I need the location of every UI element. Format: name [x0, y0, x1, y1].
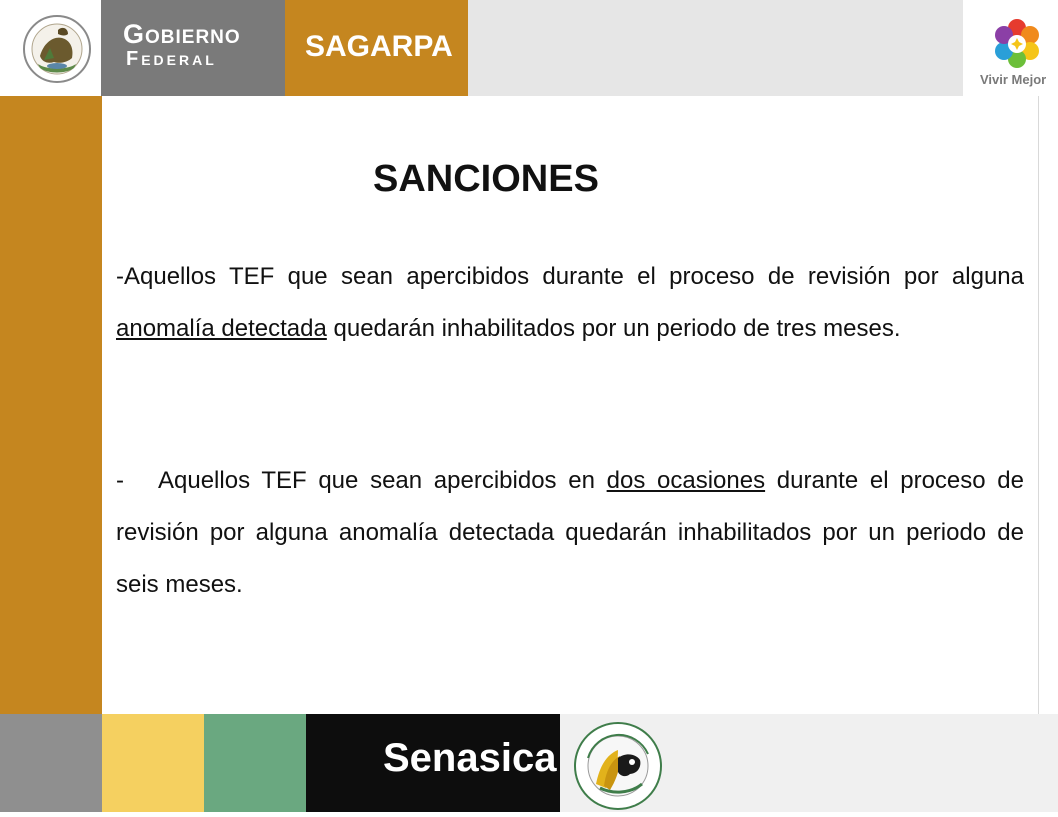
p1-underlined-phrase: anomalía detectada — [116, 315, 327, 342]
p1-text-end: quedarán inhabilitados por un periodo de tres meses. — [326, 315, 901, 342]
paragraph-second-sanction — [116, 455, 1024, 611]
content-right-border — [1038, 96, 1039, 714]
senasica-logo: Senasica — [383, 736, 557, 780]
gobierno-federal-panel — [101, 0, 285, 96]
p1-text-start: -Aquellos TEF que sean apercibidos durante el proceso de revisión por alguna — [116, 263, 1024, 290]
senasica-panel — [306, 714, 560, 812]
p2-text-end: durante el proceso de revisión por alguna anomalía detectada quedarán inhabilitados por un periodo de seis meses. — [116, 467, 1025, 598]
mexican-eagle-seal-icon — [0, 0, 101, 96]
sagarpa-logo: SAGARPA — [305, 30, 453, 63]
p2-dash: - — [116, 467, 124, 494]
vivir-mejor-panel — [963, 0, 1058, 96]
header-bar — [0, 0, 1058, 96]
footer-yellow-block — [102, 714, 204, 812]
footer-green-block — [204, 714, 306, 812]
national-seal-panel — [0, 0, 101, 96]
sagarpa-panel — [285, 0, 468, 96]
footer-bar — [0, 714, 1058, 812]
senasica-badge-icon — [560, 714, 670, 812]
p2-text-start: Aquellos TEF que sean apercibidos en — [158, 467, 607, 494]
vivir-mejor-label: Vivir Mejor — [980, 72, 1047, 87]
left-accent-bar — [0, 96, 102, 714]
footer-grey-block — [0, 714, 102, 812]
slide-title: SANCIONES — [373, 158, 599, 200]
federal-line: Federal — [126, 48, 217, 70]
footer-white-panel — [560, 714, 1058, 812]
paragraph-first-sanction — [116, 251, 1024, 355]
gobierno-line: Gobierno — [123, 19, 241, 49]
gobierno-federal-logo — [123, 19, 241, 71]
vivir-mejor-flower-icon — [963, 0, 1058, 70]
p2-underlined-phrase: dos ocasiones — [606, 467, 766, 494]
